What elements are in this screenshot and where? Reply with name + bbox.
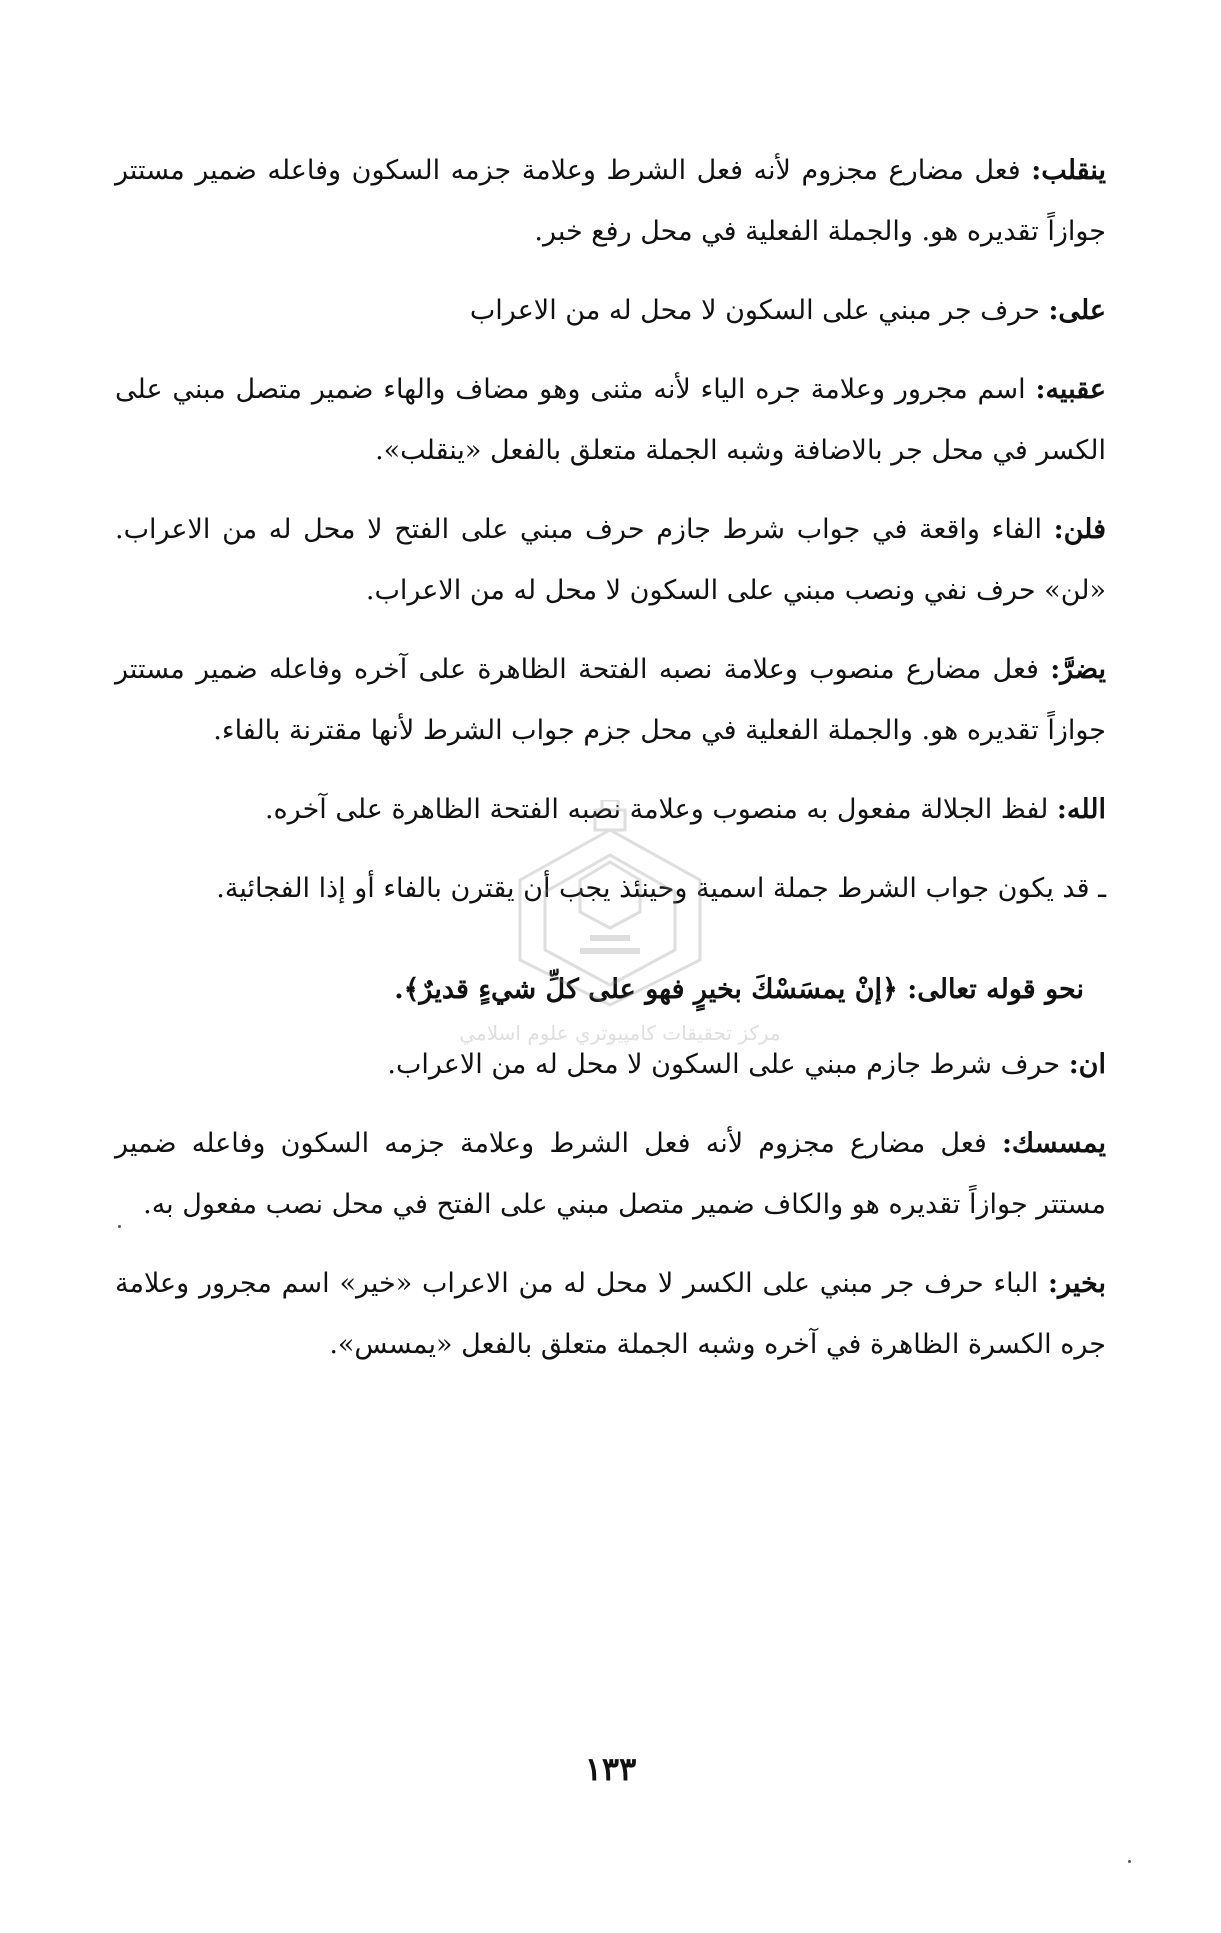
grammar-explanation: فعل مضارع مجزوم لأنه فعل الشرط وعلامة جزمه السكون وفاعله ضمير مستتر جوازاً تقديره هو والكاف ضمير متصل مبني على الفتح في محل نصب مفعول به.	[115, 1128, 1106, 1220]
page-number: ١٣٣	[584, 1750, 637, 1788]
grammar-term: ينقلب:	[1031, 155, 1106, 186]
paragraph-bikhayr	[115, 1253, 1106, 1375]
scan-speck	[118, 1225, 121, 1228]
paragraph-falan	[115, 499, 1106, 621]
page-body	[115, 140, 1106, 1393]
grammar-explanation: حرف جر مبني على السكون لا محل له من الاعراب	[469, 295, 1049, 326]
verse-text: نحو قوله تعالى: ﴿إنْ يمسَسْكَ بخيرٍ فهو على كلِّ شيءٍ قديرٌ﴾.	[394, 974, 1084, 1005]
grammar-term: على:	[1048, 295, 1106, 326]
grammar-explanation: لفظ الجلالة مفعول به منصوب وعلامة نصبه الفتحة الظاهرة على آخره.	[264, 794, 1057, 825]
grammar-term: بخير:	[1048, 1268, 1106, 1299]
paragraph-quran-verse	[115, 959, 1106, 1020]
grammar-term: الله:	[1056, 794, 1106, 825]
paragraph-allah	[115, 779, 1106, 840]
paragraph-aqibayhi	[115, 359, 1106, 481]
grammar-term: يضرَّ:	[1050, 654, 1106, 685]
grammar-explanation: ـ قد يكون جواب الشرط جملة اسمية وحينئذ يجب أن يقترن بالفاء أو إذا الفجائية.	[216, 873, 1106, 904]
paragraph-yamsaska	[115, 1113, 1106, 1235]
scan-speck	[1128, 1860, 1131, 1863]
paragraph-rule-note	[115, 858, 1106, 919]
grammar-explanation: الباء حرف جر مبني على الكسر لا محل له من الاعراب «خير» اسم مجرور وعلامة جره الكسرة الظاهرة في آخره وشبه الجملة متعلق بالفعل «يمسس».	[115, 1268, 1106, 1360]
paragraph-yadurra	[115, 639, 1106, 761]
watermark-text: مركز تحقيقات كامپيوتري علوم اسلامي	[459, 1021, 781, 1045]
grammar-explanation: فعل مضارع مجزوم لأنه فعل الشرط وعلامة جزمه السكون وفاعله ضمير مستتر جوازاً تقديره هو. والجملة الفعلية في محل رفع خبر.	[115, 155, 1106, 247]
grammar-explanation: اسم مجرور وعلامة جره الياء لأنه مثنى وهو مضاف والهاء ضمير متصل مبني على الكسر في محل جر بالاضافة وشبه الجملة متعلق بالفعل «ينقلب».	[115, 374, 1106, 466]
grammar-term: عقبيه:	[1035, 374, 1106, 405]
paragraph-ala	[115, 280, 1106, 341]
grammar-explanation: الفاء واقعة في جواب شرط جازم حرف مبني على الفتح لا محل له من الاعراب. «لن» حرف نفي ونصب مبني على السكون لا محل له من الاعراب.	[115, 514, 1106, 606]
grammar-term: يمسسك:	[1001, 1128, 1106, 1159]
grammar-explanation: حرف شرط جازم مبني على السكون لا محل له من الاعراب.	[387, 1049, 1069, 1080]
paragraph-in	[115, 1034, 1106, 1095]
paragraph-yanqalib	[115, 140, 1106, 262]
grammar-term: ان:	[1068, 1049, 1106, 1080]
grammar-term: فلن:	[1053, 514, 1106, 545]
grammar-explanation: فعل مضارع منصوب وعلامة نصبه الفتحة الظاهرة على آخره وفاعله ضمير مستتر جوازاً تقديره هو. والجملة الفعلية في محل جزم جواب الشرط لأنها مقترنة بالفاء.	[115, 654, 1106, 746]
